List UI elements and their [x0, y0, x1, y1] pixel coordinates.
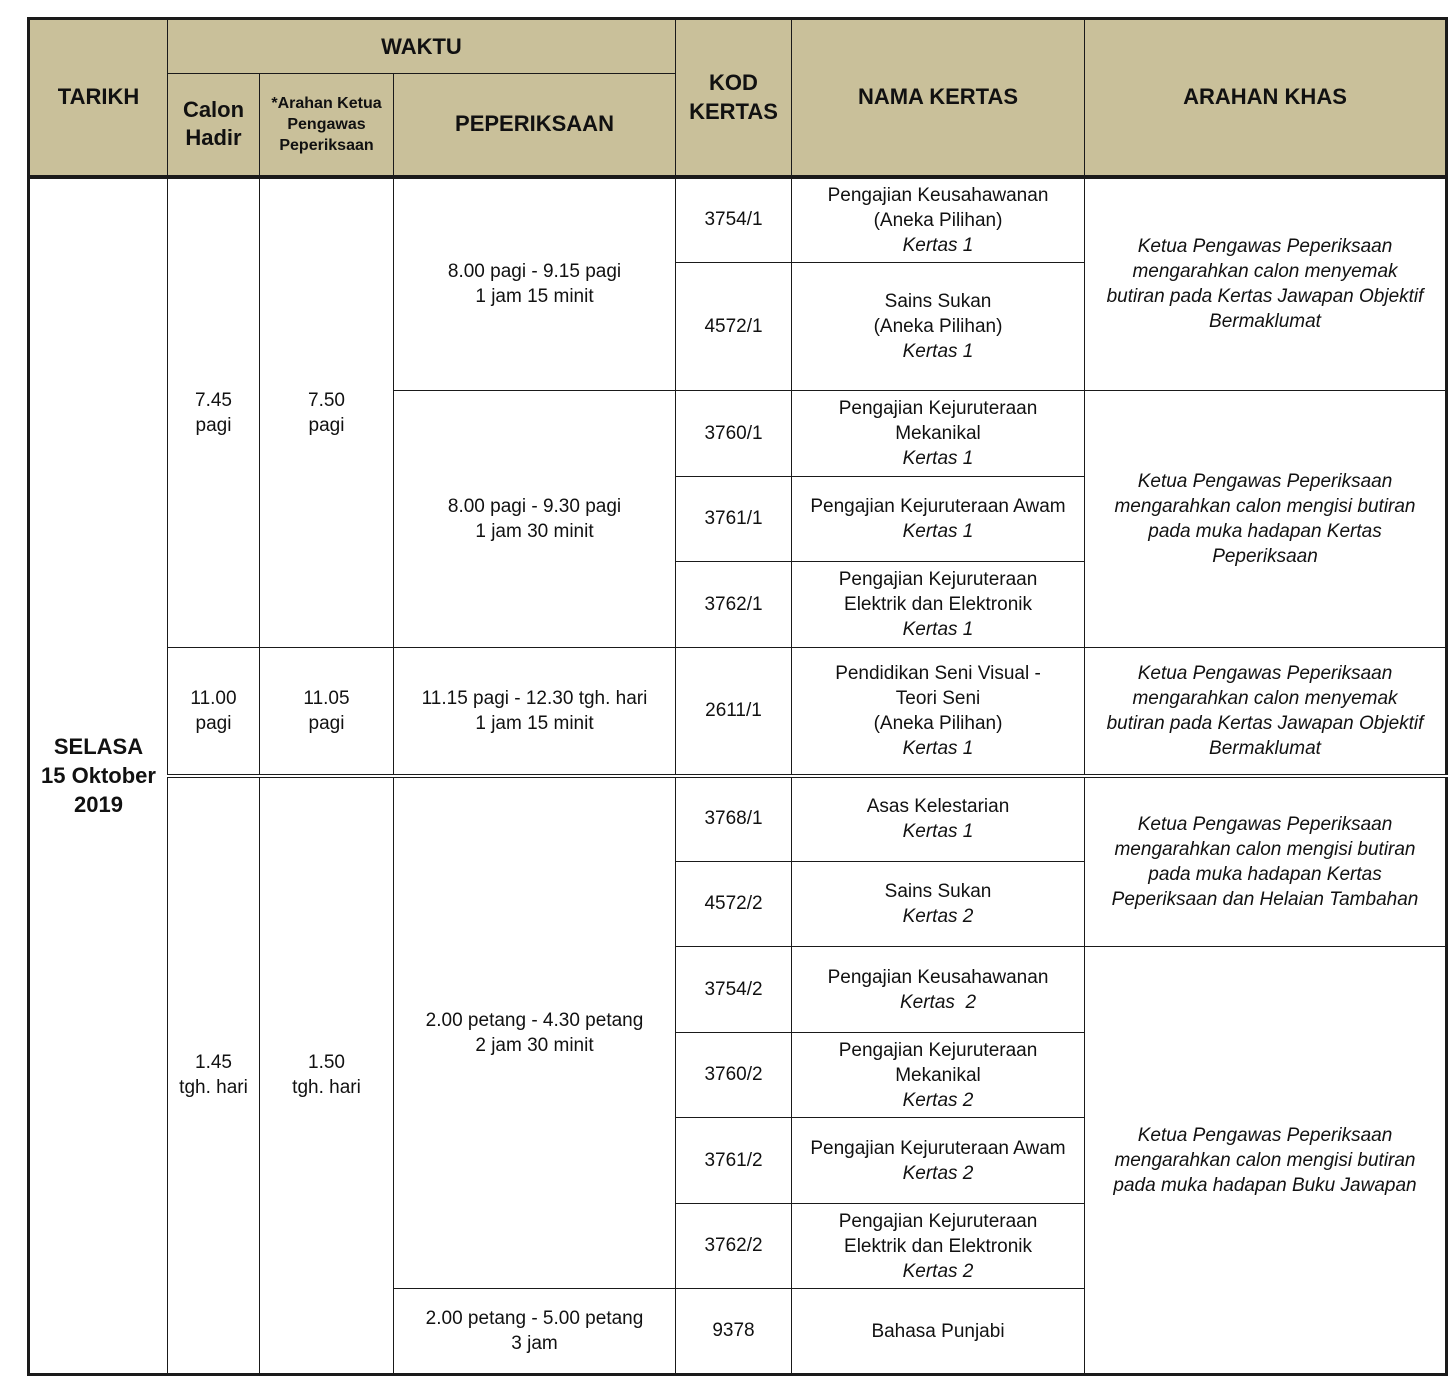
- arahan-khas-cell: Ketua Pengawas Peperiksaan mengarahkan calon mengisi butiran pada muka hadapan Buku Jawapan: [1085, 947, 1447, 1375]
- nama-kertas-cell: Pengajian Keusahawanan Kertas 2: [792, 947, 1085, 1033]
- header-peperiksaan: PEPERIKSAAN: [394, 74, 676, 177]
- kod-kertas-cell: 3761/2: [676, 1118, 792, 1204]
- nama-kertas-cell: Pengajian Kejuruteraan Awam Kertas 1: [792, 477, 1085, 562]
- nama-kertas-cell: Pengajian Kejuruteraan Elektrik dan Elektronik Kertas 2: [792, 1204, 1085, 1289]
- arahan-ketua-cell: 11.05 pagi: [260, 648, 394, 776]
- exam-time-cell: 2.00 petang - 4.30 petang 2 jam 30 minit: [394, 776, 676, 1289]
- nama-kertas-cell: Pengajian Keusahawanan (Aneka Pilihan) Kertas 1: [792, 177, 1085, 263]
- kod-kertas-cell: 2611/1: [676, 648, 792, 776]
- kod-kertas-cell: 3754/2: [676, 947, 792, 1033]
- header-tarikh: TARIKH: [29, 19, 168, 177]
- kod-kertas-cell: 3760/2: [676, 1033, 792, 1118]
- kod-kertas-cell: 3754/1: [676, 177, 792, 263]
- kod-kertas-cell: 9378: [676, 1289, 792, 1375]
- kod-kertas-cell: 3762/2: [676, 1204, 792, 1289]
- nama-kertas-cell: Pendidikan Seni Visual - Teori Seni (Aneka Pilihan) Kertas 1: [792, 648, 1085, 776]
- exam-schedule-table: [27, 17, 1448, 1376]
- arahan-ketua-cell: 1.50 tgh. hari: [260, 776, 394, 1375]
- nama-kertas-cell: Pengajian Kejuruteraan Mekanikal Kertas 1: [792, 391, 1085, 477]
- header-waktu: WAKTU: [168, 19, 676, 74]
- exam-time-cell: 11.15 pagi - 12.30 tgh. hari 1 jam 15 minit: [394, 648, 676, 776]
- exam-time-cell: 2.00 petang - 5.00 petang 3 jam: [394, 1289, 676, 1375]
- kod-kertas-cell: 3768/1: [676, 776, 792, 862]
- nama-kertas-cell: Bahasa Punjabi: [792, 1289, 1085, 1375]
- header-nama-kertas: NAMA KERTAS: [792, 19, 1085, 177]
- kod-kertas-cell: 3762/1: [676, 562, 792, 648]
- header-calon-hadir: Calon Hadir: [168, 74, 260, 177]
- nama-kertas-cell: Asas Kelestarian Kertas 1: [792, 776, 1085, 862]
- nama-kertas-cell: Sains Sukan (Aneka Pilihan) Kertas 1: [792, 263, 1085, 391]
- kod-kertas-cell: 3760/1: [676, 391, 792, 477]
- tarikh-cell: SELASA 15 Oktober 2019: [29, 177, 168, 1375]
- kod-kertas-cell: 4572/1: [676, 263, 792, 391]
- arahan-khas-cell: Ketua Pengawas Peperiksaan mengarahkan calon mengisi butiran pada muka hadapan Kertas Peperiksaan: [1085, 391, 1447, 648]
- calon-hadir-cell: 11.00 pagi: [168, 648, 260, 776]
- exam-time-cell: 8.00 pagi - 9.30 pagi 1 jam 30 minit: [394, 391, 676, 648]
- arahan-ketua-cell: 7.50 pagi: [260, 177, 394, 648]
- kod-kertas-cell: 4572/2: [676, 862, 792, 947]
- exam-time-cell: 8.00 pagi - 9.15 pagi 1 jam 15 minit: [394, 177, 676, 391]
- calon-hadir-cell: 7.45 pagi: [168, 177, 260, 648]
- arahan-khas-cell: Ketua Pengawas Peperiksaan mengarahkan calon mengisi butiran pada muka hadapan Kertas Peperiksaan dan Helaian Tambahan: [1085, 776, 1447, 947]
- nama-kertas-cell: Pengajian Kejuruteraan Awam Kertas 2: [792, 1118, 1085, 1204]
- header-arahan-khas: ARAHAN KHAS: [1085, 19, 1447, 177]
- arahan-khas-cell: Ketua Pengawas Peperiksaan mengarahkan calon menyemak butiran pada Kertas Jawapan Objektif Bermaklumat: [1085, 177, 1447, 391]
- nama-kertas-cell: Pengajian Kejuruteraan Elektrik dan Elektronik Kertas 1: [792, 562, 1085, 648]
- arahan-khas-cell: Ketua Pengawas Peperiksaan mengarahkan calon menyemak butiran pada Kertas Jawapan Objektif Bermaklumat: [1085, 648, 1447, 776]
- calon-hadir-cell: 1.45 tgh. hari: [168, 776, 260, 1375]
- nama-kertas-cell: Pengajian Kejuruteraan Mekanikal Kertas 2: [792, 1033, 1085, 1118]
- header-kod-kertas: KOD KERTAS: [676, 19, 792, 177]
- nama-kertas-cell: Sains Sukan Kertas 2: [792, 862, 1085, 947]
- header-arahan-ketua: *Arahan Ketua Pengawas Peperiksaan: [260, 74, 394, 177]
- kod-kertas-cell: 3761/1: [676, 477, 792, 562]
